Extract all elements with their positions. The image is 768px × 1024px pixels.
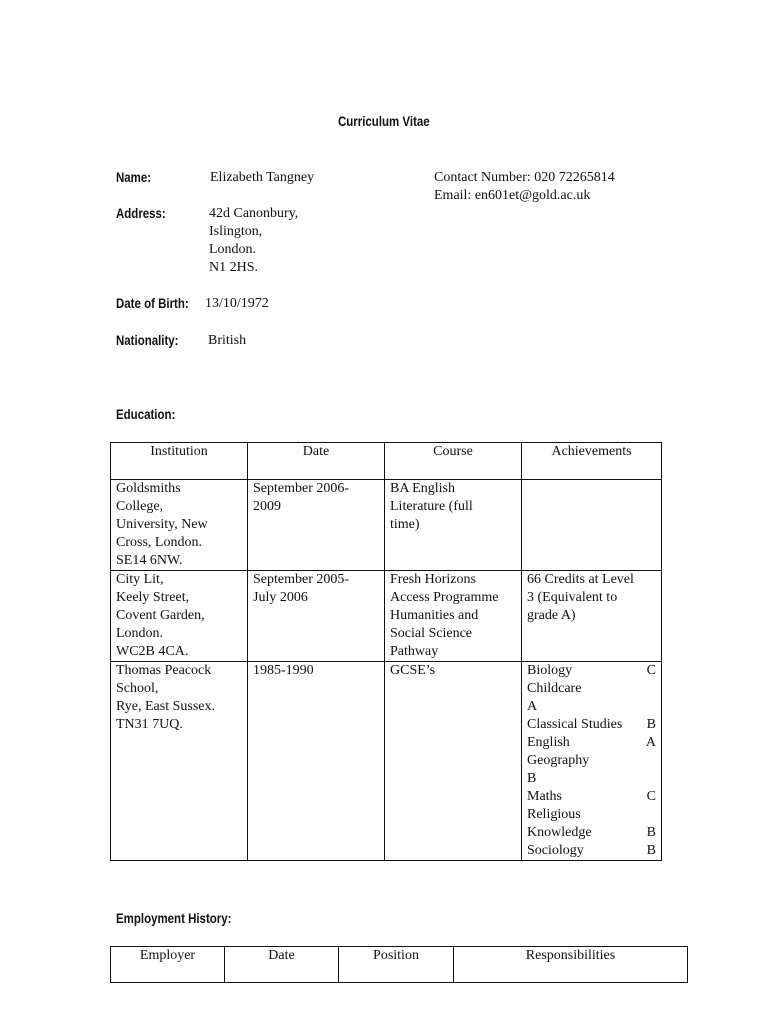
dob-label: Date of Birth: [116,295,189,311]
name-label: Name: [116,169,152,185]
contact-block [434,169,615,205]
nationality-label: Nationality: [116,332,179,348]
grade-value: B [646,717,656,732]
grade-subject: Childcare [527,681,582,696]
grade-subject: Maths [527,789,562,804]
cell-line: GCSE’s [390,663,436,678]
date-cell [248,571,385,662]
grade-value: B [646,825,656,840]
cell-line: September 2006- [253,481,350,496]
grade-row [527,662,656,680]
cell-line: Literature (full [390,499,473,514]
date-cell [248,662,385,861]
header-position: Position [339,947,454,983]
cell-line: College, [116,499,164,514]
cell-line: grade A) [527,608,576,623]
cell-line: Thomas Peacock [116,663,212,678]
table-row [111,480,662,571]
cell-line: University, New [116,517,208,532]
grade-subject: B [527,771,537,786]
grade-subject: Religious [527,807,581,822]
cell-line: Covent Garden, [116,608,205,623]
cell-line: Social Science [390,626,473,641]
cell-line: 66 Credits at Level [527,572,634,587]
grade-row [527,842,656,860]
cell-line: School, [116,681,159,696]
grade-value: A [645,735,656,750]
institution-cell [111,571,248,662]
grade-subject: Knowledge [527,825,592,840]
table-row [111,662,662,861]
date-cell [248,480,385,571]
cell-line: Goldsmiths [116,481,181,496]
education-header-row [111,443,662,480]
name-value: Elizabeth Tangney [210,170,315,185]
email: Email: en601et@gold.ac.uk [434,188,591,203]
cell-line: BA English [390,481,455,496]
table-row [111,571,662,662]
header-employer: Employer [111,947,225,983]
address-line: Islington, [209,224,263,239]
header-date: Date [248,443,385,480]
cell-line: 3 (Equivalent to [527,590,618,605]
course-cell [385,662,522,861]
cell-line: 1985-1990 [253,663,314,678]
cell-line: Access Programme [390,590,499,605]
education-heading: Education: [116,406,176,422]
address-line: 42d Canonbury, [209,206,299,221]
employment-header-row [111,947,688,983]
grade-row [527,806,656,824]
cell-line: July 2006 [253,590,308,605]
cell-line: 2009 [253,499,281,514]
header-date: Date [225,947,339,983]
contact-number: Contact Number: 020 72265814 [434,170,615,185]
achievements-cell [522,662,662,861]
cell-line: time) [390,517,420,532]
grade-subject: English [527,735,570,750]
grade-row [527,752,656,770]
cell-line: Humanities and [390,608,479,623]
institution-cell [111,662,248,861]
cell-line: Keely Street, [116,590,190,605]
cell-line: TN31 7UQ. [116,717,183,732]
dob-value: 13/10/1972 [205,296,269,311]
cell-line: City Lit, [116,572,164,587]
grade-subject: Sociology [527,843,584,858]
grade-value: C [646,663,656,678]
grade-row [527,716,656,734]
grade-row [527,824,656,842]
grade-row [527,770,656,788]
grade-value: C [646,789,656,804]
achievements-cell [522,480,662,571]
cell-line: September 2005- [253,572,350,587]
address-value [209,205,298,277]
grade-subject: Classical Studies [527,717,623,732]
grade-row [527,788,656,806]
cell-line: Fresh Horizons [390,572,476,587]
achievements-cell [522,571,662,662]
cell-line: London. [116,626,164,641]
cell-line: SE14 6NW. [116,553,183,568]
grade-subject: Geography [527,753,590,768]
header-responsibilities: Responsibilities [454,947,688,983]
cell-line: WC2B 4CA. [116,644,189,659]
cell-line: Pathway [390,644,439,659]
address-line: N1 2HS. [209,260,259,275]
grade-value: B [646,843,656,858]
grade-row [527,734,656,752]
nationality-value: British [208,333,247,348]
institution-cell [111,480,248,571]
grade-subject: Biology [527,663,573,678]
address-line: London. [209,242,257,257]
course-cell [385,571,522,662]
cell-line: Rye, East Sussex. [116,699,215,714]
course-cell [385,480,522,571]
address-label: Address: [116,205,166,221]
document-title: Curriculum Vitae [338,113,430,129]
header-achievements: Achievements [522,443,662,480]
header-course: Course [385,443,522,480]
grade-row [527,680,656,698]
education-table [110,442,662,861]
header-institution: Institution [111,443,248,480]
grade-subject: A [527,699,538,714]
cell-line: Cross, London. [116,535,202,550]
grade-row [527,698,656,716]
employment-table [110,946,688,983]
employment-heading: Employment History: [116,910,232,926]
